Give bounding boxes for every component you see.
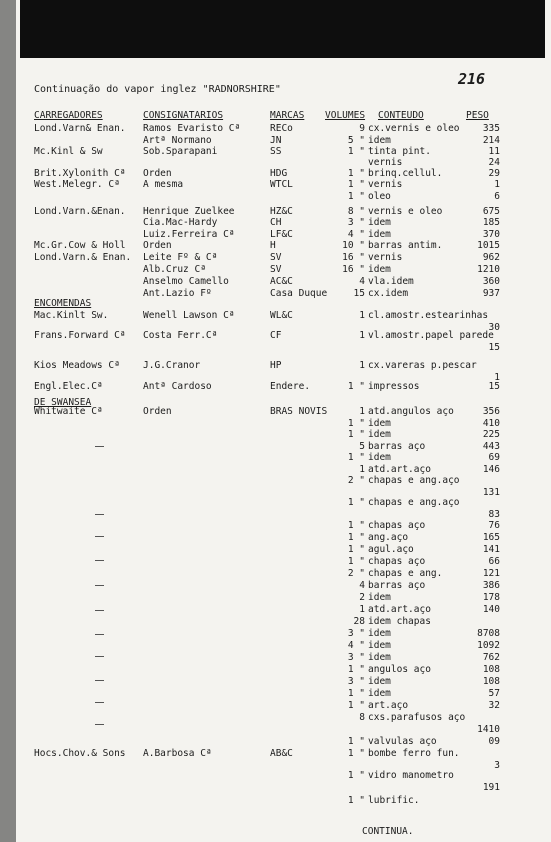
cell-c6: 29: [488, 168, 500, 179]
cell-c5: chapas e ang.aço: [368, 497, 460, 508]
cell-c4: 1 ": [347, 168, 365, 179]
page-number: 216: [458, 70, 486, 88]
cell-c4: 1 ": [347, 497, 365, 508]
cell-c5: vidro manometro: [368, 770, 454, 781]
cell-c4: 15: [353, 288, 365, 299]
cell-c4: 1 ": [347, 429, 365, 440]
cell-c3: AB&C: [270, 748, 293, 759]
cell-c4: 16 ": [342, 264, 365, 275]
cell-c4: 1 ": [347, 418, 365, 429]
cell-c5: agul.aço: [368, 544, 414, 555]
cell-c4: 3 ": [347, 217, 365, 228]
cell-c5: valvulas aço: [368, 736, 437, 747]
cell-c3: WL&C: [270, 310, 293, 321]
section-heading-swansea: DE SWANSEA: [34, 397, 92, 408]
cell-c3: HP: [270, 360, 282, 371]
ledger-row: [0, 276, 551, 288]
cell-c4: 1: [359, 310, 365, 321]
cell-c5: angulos aço: [368, 664, 431, 675]
ledger-row: [0, 616, 551, 628]
cell-c5: cx.vernis e oleo: [368, 123, 460, 134]
cell-c4: 1 ": [347, 544, 365, 555]
ledger-row: [0, 520, 551, 532]
cell-c6: 141: [482, 544, 500, 555]
cell-c5: idem: [368, 429, 391, 440]
ditto-dash: [95, 585, 104, 586]
cell-c2: Orden: [143, 406, 172, 417]
cell-c6: 191: [482, 782, 500, 793]
cell-c4: 4: [359, 580, 365, 591]
column-header: VOLUMES: [325, 110, 366, 121]
cell-c6: 57: [488, 688, 500, 699]
ledger-row: [0, 497, 551, 520]
cell-c5: chapas e ang.aço: [368, 475, 460, 486]
cell-c3: AC&C: [270, 276, 293, 287]
cell-c4: 1 ": [347, 179, 365, 190]
cell-c5: chapas aço: [368, 556, 426, 567]
ledger-row: [0, 179, 551, 191]
cell-c6: 108: [482, 676, 500, 687]
ledger-row: [0, 452, 551, 464]
cell-c2: Sob.Sparapani: [143, 146, 218, 157]
cell-c4: 1 ": [347, 770, 365, 781]
cell-c4: 28: [353, 616, 365, 627]
cell-c4: 5 ": [347, 135, 365, 146]
cell-c5: vla.idem: [368, 276, 414, 287]
cell-c6: 146: [482, 464, 500, 475]
cell-c2: A mesma: [143, 179, 184, 190]
cell-c6: 32: [488, 700, 500, 711]
cell-c5: atd.art.aço: [368, 604, 431, 615]
ledger-row: [0, 628, 551, 640]
cell-c4: 10 ": [342, 240, 365, 251]
cell-c4: 1 ": [347, 748, 365, 759]
cell-c3: CF: [270, 330, 282, 341]
ledger-row: [0, 770, 551, 793]
cell-c6: 3: [494, 760, 500, 771]
ledger-row: [0, 264, 551, 276]
cell-c5: idem: [368, 264, 391, 275]
cell-c1: Mc.Gr.Cow & Holl: [34, 240, 126, 251]
cell-c5: idem: [368, 640, 391, 651]
cell-c2: Alb.Cruz Cª: [143, 264, 206, 275]
cell-c6: 1: [494, 372, 500, 383]
cell-c6: 83: [488, 509, 500, 520]
cell-c3: HDG: [270, 168, 288, 179]
ledger-row: [0, 217, 551, 229]
cell-c3: HZ&C: [270, 206, 293, 217]
cell-c5: vl.amostr.papel parede: [368, 330, 494, 341]
ledger-row: [0, 252, 551, 264]
cell-c3: SV: [270, 252, 282, 263]
cell-c3: WTCL: [270, 179, 293, 190]
cell-c5: oleo: [368, 191, 391, 202]
page-heading: Continuação do vapor inglez "RADNORSHIRE": [34, 84, 281, 95]
ledger-row: [0, 544, 551, 556]
cell-c4: 16 ": [342, 252, 365, 263]
cell-c4: 8: [359, 712, 365, 723]
cell-c4: 3 ": [347, 628, 365, 639]
ledger-row: [0, 736, 551, 748]
cell-c1: Frans.Forward Cª: [34, 330, 126, 341]
cell-c6: 360: [482, 276, 500, 287]
cell-c4: 1 ": [347, 381, 365, 392]
cell-c4: 9: [359, 123, 365, 134]
cell-c3: Casa Duque: [270, 288, 328, 299]
cell-c4: 1 ": [347, 664, 365, 675]
ledger-row: [0, 429, 551, 441]
cell-c5: cxs.parafusos aço: [368, 712, 466, 723]
ledger-row: [0, 191, 551, 203]
cell-c4: 4 ": [347, 640, 365, 651]
cell-c4: 1 ": [347, 556, 365, 567]
cell-c6: 410: [482, 418, 500, 429]
cell-c5: idem: [368, 628, 391, 639]
ledger-row: [0, 604, 551, 616]
cell-c4: 3 ": [347, 652, 365, 663]
cell-c5: chapas e ang.: [368, 568, 443, 579]
column-header: CONTEUDO: [378, 110, 424, 121]
cell-c5: barras aço: [368, 441, 426, 452]
cell-c2: Costa Ferr.Cª: [143, 330, 218, 341]
ledger-row: [0, 580, 551, 592]
cell-c5: bombe ferro fun.: [368, 748, 460, 759]
cell-c2: Artª Normano: [143, 135, 212, 146]
ledger-row: [0, 240, 551, 252]
column-header: CONSIGNATARIOS: [143, 110, 224, 121]
cell-c2: Wenell Lawson Cª: [143, 310, 235, 321]
cell-c4: 1: [359, 464, 365, 475]
cell-c2: J.G.Cranor: [143, 360, 201, 371]
cell-c1: Mac.Kinlt Sw.: [34, 310, 109, 321]
continued-note: CONTINUA.: [362, 826, 414, 837]
cell-c5: cl.amostr.estearinhas: [368, 310, 489, 321]
cell-c6: 443: [482, 441, 500, 452]
cell-c6: 121: [482, 568, 500, 579]
cell-c4: 1 ": [347, 736, 365, 747]
cell-c4: 1 ": [347, 146, 365, 157]
cell-c3: BRAS NOVIS: [270, 406, 328, 417]
cell-c2: A.Barbosa Cª: [143, 748, 212, 759]
ditto-dash: [95, 514, 104, 515]
cell-c1: West.Melegr. Cª: [34, 179, 120, 190]
cell-c4: 8 ": [347, 206, 365, 217]
ditto-dash: [95, 634, 104, 635]
cell-c5: barras aço: [368, 580, 426, 591]
cell-c3: H: [270, 240, 276, 251]
ledger-row: [0, 556, 551, 568]
cell-c5: vernis e oleo: [368, 206, 443, 217]
cell-c6: 214: [482, 135, 500, 146]
cell-c6: 15: [488, 381, 500, 392]
cell-c3: RECo: [270, 123, 293, 134]
cell-c5: idem: [368, 217, 391, 228]
cell-c2: Ramos Evaristo Cª: [143, 123, 241, 134]
cell-c5: chapas aço: [368, 520, 426, 531]
cell-c4: 1 ": [347, 532, 365, 543]
column-header: MARCAS: [270, 110, 305, 121]
cell-c6: 8708: [477, 628, 500, 639]
ledger-row: [0, 568, 551, 580]
cell-c4: 1: [359, 604, 365, 615]
cell-c6: 185: [482, 217, 500, 228]
cell-c4: 2 ": [347, 568, 365, 579]
cell-c5: vernis: [368, 157, 403, 168]
ditto-dash: [95, 610, 104, 611]
cell-c5: vernis: [368, 179, 403, 190]
cell-c2: Cia.Mac-Hardy: [143, 217, 218, 228]
cell-c4: 1 ": [347, 452, 365, 463]
cell-c5: cx.vareras p.pescar: [368, 360, 477, 371]
ditto-dash: [95, 724, 104, 725]
cell-c6: 66: [488, 556, 500, 567]
column-header: PESO: [466, 110, 489, 121]
ledger-row: [0, 532, 551, 544]
cell-c4: 5: [359, 441, 365, 452]
cell-c4: 1: [359, 406, 365, 417]
cell-c1: Engl.Elec.Cª: [34, 381, 103, 392]
ditto-dash: [95, 560, 104, 561]
cell-c6: 1210: [477, 264, 500, 275]
cell-c6: 1015: [477, 240, 500, 251]
cell-c2: Ant.Lazio Fº: [143, 288, 212, 299]
cell-c1: Whitwaite Cª: [34, 406, 103, 417]
cell-c5: idem: [368, 229, 391, 240]
ledger-row: [0, 360, 551, 383]
cell-c6: 30: [488, 322, 500, 333]
cell-c3: Endere.: [270, 381, 311, 392]
cell-c5: ang.aço: [368, 532, 409, 543]
cell-c2: Leite Fº & Cª: [143, 252, 218, 263]
cell-c6: 335: [482, 123, 500, 134]
cell-c6: 108: [482, 664, 500, 675]
cell-c6: 140: [482, 604, 500, 615]
cell-c6: 09: [488, 736, 500, 747]
cell-c5: idem: [368, 592, 391, 603]
cell-c5: idem: [368, 652, 391, 663]
cell-c6: 24: [488, 157, 500, 168]
cell-c6: 937: [482, 288, 500, 299]
cell-c6: 69: [488, 452, 500, 463]
cell-c3: SV: [270, 264, 282, 275]
cell-c3: CH: [270, 217, 282, 228]
cell-c5: barras antim.: [368, 240, 443, 251]
cell-c5: idem: [368, 688, 391, 699]
cell-c6: 1092: [477, 640, 500, 651]
cell-c4: 1: [359, 360, 365, 371]
cell-c1: Brit.Xylonith Cª: [34, 168, 126, 179]
ledger-row: [0, 652, 551, 664]
ledger-row: [0, 712, 551, 735]
ledger-row: [0, 475, 551, 498]
cell-c2: Antª Cardoso: [143, 381, 212, 392]
cell-c2: Orden: [143, 240, 172, 251]
cell-c6: 356: [482, 406, 500, 417]
cell-c1: Lond.Varn.& Enan.: [34, 252, 132, 263]
cell-c4: 4 ": [347, 229, 365, 240]
ledger-row: [0, 310, 551, 333]
ledger-row: [0, 640, 551, 652]
column-header: CARREGADORES: [34, 110, 103, 121]
ditto-dash: [95, 680, 104, 681]
cell-c6: 178: [482, 592, 500, 603]
cell-c4: 4: [359, 276, 365, 287]
ledger-row: [0, 748, 551, 771]
cell-c4: 1 ": [347, 688, 365, 699]
cell-c6: 15: [488, 342, 500, 353]
cell-c6: 76: [488, 520, 500, 531]
cell-c5: vernis: [368, 252, 403, 263]
cell-c3: SS: [270, 146, 282, 157]
ledger-row: [0, 592, 551, 604]
ditto-dash: [95, 656, 104, 657]
cell-c6: 675: [482, 206, 500, 217]
cell-c6: 762: [482, 652, 500, 663]
cell-c2: Luiz.Ferreira Cª: [143, 229, 235, 240]
cell-c4: 1 ": [347, 520, 365, 531]
ledger-row: [0, 664, 551, 676]
cell-c5: cx.idem: [368, 288, 409, 299]
cell-c6: 225: [482, 429, 500, 440]
ledger-row: [0, 330, 551, 353]
cell-c5: idem: [368, 452, 391, 463]
ledger-row: [0, 688, 551, 700]
cell-c6: 386: [482, 580, 500, 591]
cell-c5: idem: [368, 135, 391, 146]
cell-c2: Orden: [143, 168, 172, 179]
cell-c1: Kios Meadows Cª: [34, 360, 120, 371]
cell-c1: Lond.Varn& Enan.: [34, 123, 126, 134]
ledger-row: [0, 676, 551, 688]
cell-c4: 2: [359, 592, 365, 603]
ledger-row: [0, 700, 551, 712]
cell-c5: brinq.cellul.: [368, 168, 443, 179]
cell-c5: atd.art.aço: [368, 464, 431, 475]
section-heading-encomendas: ENCOMENDAS: [34, 298, 92, 309]
cell-c6: 1: [494, 179, 500, 190]
cell-c6: 1410: [477, 724, 500, 735]
ditto-dash: [95, 702, 104, 703]
cell-c6: 131: [482, 487, 500, 498]
cell-c4: 1 ": [347, 191, 365, 202]
cell-c5: art.aço: [368, 700, 409, 711]
cell-c5: idem: [368, 676, 391, 687]
scan-black-border: [20, 0, 545, 58]
cell-c5: atd.angulos aço: [368, 406, 454, 417]
cell-c6: 11: [488, 146, 500, 157]
cell-c6: 165: [482, 532, 500, 543]
cell-c2: Anselmo Camello: [143, 276, 229, 287]
cell-c1: Mc.Kinl & Sw: [34, 146, 103, 157]
cell-c5: impressos: [368, 381, 420, 392]
cell-c4: 1 ": [347, 700, 365, 711]
ditto-dash: [95, 446, 104, 447]
ditto-dash: [95, 536, 104, 537]
ledger-row: [0, 795, 551, 807]
cell-c3: LF&C: [270, 229, 293, 240]
ledger-row: [0, 381, 551, 393]
cell-c2: Henrique Zuelkee: [143, 206, 235, 217]
cell-c1: Lond.Varn.&Enan.: [34, 206, 126, 217]
cell-c5: tinta pint.: [368, 146, 431, 157]
ledger-row: [0, 406, 551, 418]
cell-c5: lubrific.: [368, 795, 420, 806]
cell-c1: Hocs.Chov.& Sons: [34, 748, 126, 759]
cell-c4: 2 ": [347, 475, 365, 486]
cell-c4: 1 ": [347, 795, 365, 806]
cell-c5: idem: [368, 418, 391, 429]
cell-c6: 962: [482, 252, 500, 263]
cell-c5: idem chapas: [368, 616, 431, 627]
cell-c4: 1: [359, 330, 365, 341]
ledger-row: [0, 123, 551, 135]
cell-c3: JN: [270, 135, 282, 146]
cell-c4: 3 ": [347, 676, 365, 687]
cell-c6: 370: [482, 229, 500, 240]
cell-c6: 6: [494, 191, 500, 202]
